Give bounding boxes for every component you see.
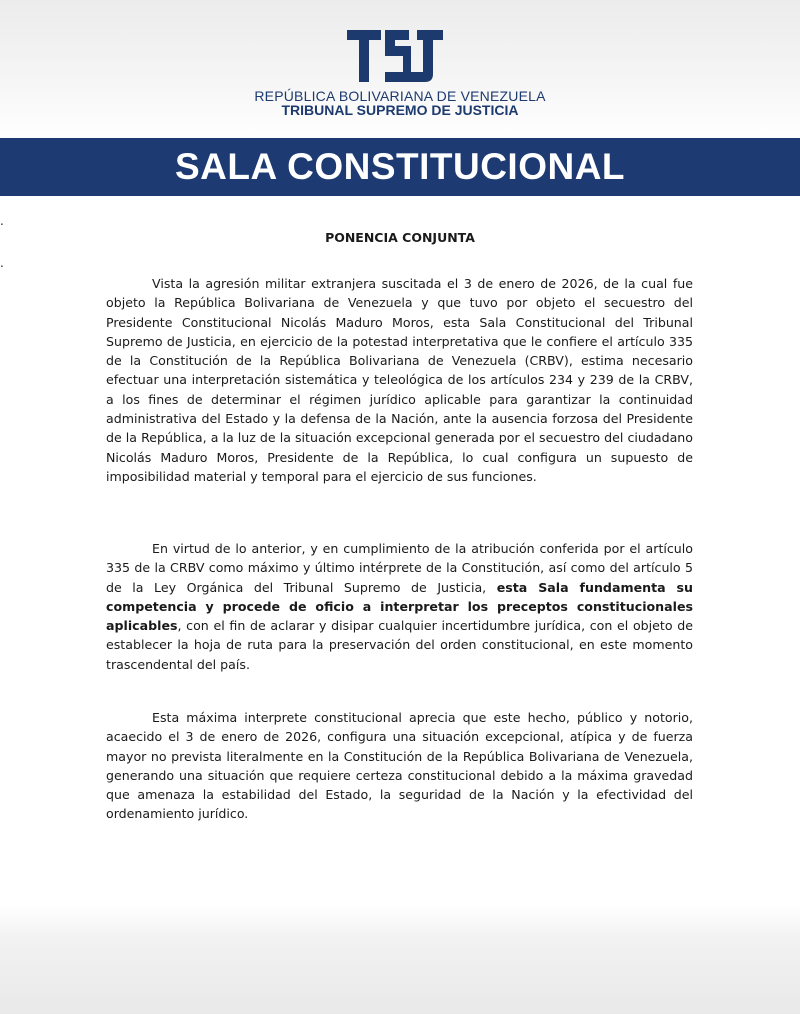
- paragraph-2-text-end: , con el fin de aclarar y disipar cualquier incertidumbre jurídica, con el objeto de establecer la hoja de ruta para la preservación del orden constitucional, en este momento trascendental del país.: [106, 618, 693, 672]
- logo-republic-text: REPÚBLICA BOLIVARIANA DE VENEZUELA: [254, 88, 546, 104]
- tsj-logo-mark: [345, 26, 445, 84]
- logo-tribunal-text: TRIBUNAL SUPREMO DE JUSTICIA: [281, 102, 519, 118]
- paragraph-2-text: En virtud de lo anterior, y en cumplimiento de la atribución conferida por el artículo 335 de la CRBV como máximo y último intérprete de la Constitución, así como del artículo 5 de la Ley Orgánica del Tribunal Supremo de Justicia,: [106, 541, 693, 595]
- paragraph-3: Esta máxima interprete constitucional aprecia que este hecho, público y notorio, acaecido el 3 de enero de 2026, configura una situación excepcional, atípica y de fuerza mayor no prevista literalmente en la Constitución de la República Bolivariana de Venezuela, generando una situación que requiere certeza constitucional debido a la máxima gravedad que amenaza la estabilidad del Estado, la seguridad de la Nación y la efectividad del ordenamiento jurídico.: [106, 710, 693, 822]
- document-heading: PONENCIA CONJUNTA: [325, 230, 475, 245]
- paragraph-2: [106, 539, 693, 674]
- margin-marker: .: [0, 256, 4, 270]
- banner-title: SALA CONSTITUCIONAL: [174, 146, 626, 187]
- margin-marker: .: [0, 214, 4, 228]
- footer-background: [0, 905, 800, 1014]
- section-banner: [0, 138, 800, 196]
- paragraph-1: Vista la agresión militar extranjera suscitada el 3 de enero de 2026, de la cual fue objeto la República Bolivariana de Venezuela y que tuvo por objeto el secuestro del Presidente Constitucional Nicolás Maduro Moros, esta Sala Constitucional del Tribunal Supremo de Justicia, en ejercicio de la potestad interpretativa que le confiere el artículo 335 de la Constitución de la República Bolivariana de Venezuela (CRBV), estima necesario efectuar una interpretación sistemática y teleológica de los artículos 234 y 239 de la CRBV, a los fines de determinar el régimen jurídico aplicable para garantizar la continuidad administrativa del Estado y la defensa de la Nación, ante la ausencia forzosa del Presidente de la República, a la luz de la situación excepcional generada por el secuestro del ciudadano Nicolás Maduro Moros, Presidente de la República, lo cual configura un supuesto de imposibilidad material y temporal para el ejercicio de sus funciones.: [106, 276, 693, 484]
- paragraph-2-bold: esta Sala fundamenta su competencia y procede de oficio a interpretar los preceptos constitucionales aplicables: [106, 579, 693, 634]
